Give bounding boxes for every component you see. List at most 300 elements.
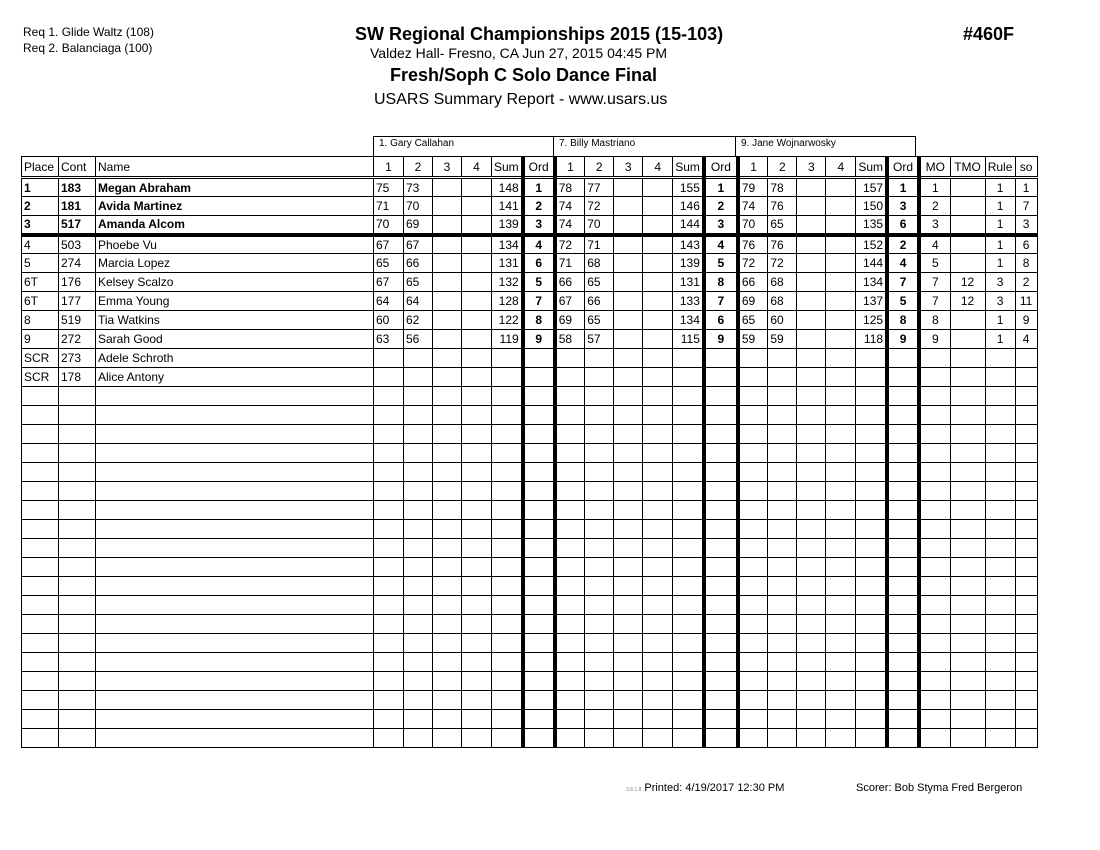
empty-cell (374, 615, 404, 634)
empty-cell (374, 501, 404, 520)
score-4-cell (826, 311, 856, 330)
ordinal-cell (887, 368, 919, 387)
ordinal-cell: 9 (887, 330, 919, 349)
empty-cell (738, 577, 768, 596)
empty-cell (887, 729, 919, 748)
mo-cell: 7 (919, 273, 950, 292)
score-3-cell (797, 368, 826, 387)
empty-cell (704, 406, 738, 425)
empty-cell (887, 615, 919, 634)
empty-cell (96, 406, 374, 425)
empty-cell (59, 729, 96, 748)
empty-cell (523, 729, 555, 748)
empty-cell (555, 729, 585, 748)
score-4-cell (462, 311, 492, 330)
sum-cell: 118 (856, 330, 887, 349)
score-4-cell (643, 349, 673, 368)
tmo-cell (950, 349, 985, 368)
score-3-cell (614, 273, 643, 292)
empty-cell (374, 710, 404, 729)
empty-cell (797, 520, 826, 539)
score-4-cell (462, 254, 492, 273)
score-4-cell (462, 330, 492, 349)
empty-cell (96, 463, 374, 482)
empty-cell (555, 577, 585, 596)
empty-cell (614, 520, 643, 539)
so-cell: 3 (1015, 216, 1037, 235)
empty-cell (1015, 634, 1037, 653)
empty-cell (59, 444, 96, 463)
empty-cell (919, 596, 950, 615)
empty-cell (614, 691, 643, 710)
empty-row (22, 634, 1038, 653)
empty-cell (404, 729, 433, 748)
empty-cell (826, 463, 856, 482)
empty-cell (22, 577, 59, 596)
empty-cell (738, 634, 768, 653)
score-1-cell: 66 (555, 273, 585, 292)
empty-cell (985, 672, 1015, 691)
cont-cell: 176 (59, 273, 96, 292)
rule-cell: 1 (985, 311, 1015, 330)
so-cell (1015, 368, 1037, 387)
rule-cell: 1 (985, 330, 1015, 349)
empty-cell (433, 539, 462, 558)
empty-cell (96, 558, 374, 577)
empty-cell (585, 615, 614, 634)
name-cell: Alice Antony (96, 368, 374, 387)
empty-cell (826, 425, 856, 444)
empty-cell (555, 710, 585, 729)
empty-cell (433, 710, 462, 729)
score-4-cell (643, 216, 673, 235)
empty-cell (22, 558, 59, 577)
empty-cell (1015, 539, 1037, 558)
empty-cell (523, 615, 555, 634)
score-1-cell: 71 (555, 254, 585, 273)
sum-cell: 148 (492, 178, 523, 197)
empty-cell (985, 444, 1015, 463)
sum-cell: 115 (673, 330, 704, 349)
empty-cell (950, 691, 985, 710)
cont-cell: 181 (59, 197, 96, 216)
empty-cell (950, 729, 985, 748)
name-cell: Megan Abraham (96, 178, 374, 197)
col-j1-s1: 1 (374, 157, 404, 178)
ordinal-cell: 7 (704, 292, 738, 311)
empty-cell (826, 615, 856, 634)
empty-cell (404, 672, 433, 691)
empty-cell (950, 615, 985, 634)
score-2-cell: 59 (768, 330, 797, 349)
empty-cell (433, 444, 462, 463)
empty-cell (704, 444, 738, 463)
empty-cell (673, 615, 704, 634)
empty-cell (374, 653, 404, 672)
score-1-cell: 70 (374, 216, 404, 235)
empty-cell (826, 520, 856, 539)
empty-cell (673, 729, 704, 748)
empty-cell (887, 596, 919, 615)
empty-cell (856, 406, 887, 425)
empty-cell (523, 520, 555, 539)
empty-cell (585, 729, 614, 748)
score-2-cell: 62 (404, 311, 433, 330)
table-row (22, 235, 1038, 254)
ordinal-cell: 7 (523, 292, 555, 311)
empty-cell (59, 387, 96, 406)
empty-cell (1015, 444, 1037, 463)
ordinal-cell: 6 (523, 254, 555, 273)
empty-cell (374, 691, 404, 710)
empty-cell (404, 501, 433, 520)
empty-cell (22, 691, 59, 710)
empty-cell (492, 539, 523, 558)
empty-cell (887, 463, 919, 482)
empty-cell (704, 710, 738, 729)
score-3-cell (614, 311, 643, 330)
competition-title: SW Regional Championships 2015 (15-103) (355, 24, 724, 44)
empty-cell (797, 710, 826, 729)
cont-cell: 272 (59, 330, 96, 349)
empty-cell (404, 691, 433, 710)
rule-cell: 3 (985, 273, 1015, 292)
empty-cell (919, 482, 950, 501)
score-4-cell (826, 349, 856, 368)
empty-cell (643, 691, 673, 710)
ordinal-cell: 4 (704, 235, 738, 254)
empty-cell (919, 558, 950, 577)
empty-cell (614, 577, 643, 596)
mo-cell: 9 (919, 330, 950, 349)
empty-cell (643, 406, 673, 425)
col-j9-s4: 4 (826, 157, 856, 178)
empty-cell (555, 596, 585, 615)
empty-row (22, 729, 1038, 748)
empty-cell (643, 501, 673, 520)
empty-cell (673, 653, 704, 672)
empty-cell (768, 444, 797, 463)
so-cell: 7 (1015, 197, 1037, 216)
ordinal-cell: 5 (704, 254, 738, 273)
empty-cell (919, 691, 950, 710)
score-1-cell: 67 (374, 273, 404, 292)
empty-cell (1015, 729, 1037, 748)
empty-cell (704, 729, 738, 748)
empty-cell (96, 710, 374, 729)
empty-cell (374, 672, 404, 691)
empty-cell (1015, 387, 1037, 406)
table-row (22, 216, 1038, 235)
empty-cell (704, 463, 738, 482)
col-cont: Cont (59, 157, 96, 178)
empty-cell (462, 653, 492, 672)
place-cell: 1 (22, 178, 59, 197)
empty-cell (768, 615, 797, 634)
place-cell: 3 (22, 216, 59, 235)
score-1-cell (374, 368, 404, 387)
empty-cell (704, 482, 738, 501)
empty-cell (738, 425, 768, 444)
score-3-cell (614, 368, 643, 387)
empty-cell (797, 653, 826, 672)
empty-cell (492, 710, 523, 729)
name-cell: Sarah Good (96, 330, 374, 349)
empty-cell (462, 387, 492, 406)
empty-cell (614, 596, 643, 615)
empty-cell (985, 463, 1015, 482)
score-2-cell: 68 (768, 292, 797, 311)
report-title: USARS Summary Report - www.usars.us (374, 91, 668, 108)
tmo-cell (950, 330, 985, 349)
empty-cell (950, 596, 985, 615)
empty-cell (985, 520, 1015, 539)
empty-cell (492, 520, 523, 539)
empty-cell (768, 577, 797, 596)
empty-cell (462, 463, 492, 482)
score-3-cell (614, 330, 643, 349)
table-row (22, 349, 1038, 368)
empty-cell (523, 463, 555, 482)
empty-cell (96, 653, 374, 672)
empty-cell (985, 425, 1015, 444)
empty-cell (404, 577, 433, 596)
empty-cell (374, 425, 404, 444)
score-4-cell (826, 368, 856, 387)
empty-cell (433, 482, 462, 501)
cont-cell: 519 (59, 311, 96, 330)
empty-cell (768, 387, 797, 406)
score-1-cell: 78 (555, 178, 585, 197)
empty-cell (985, 406, 1015, 425)
empty-cell (555, 691, 585, 710)
empty-cell (614, 729, 643, 748)
empty-cell (492, 444, 523, 463)
name-cell: Emma Young (96, 292, 374, 311)
score-3-cell (433, 273, 462, 292)
empty-cell (985, 558, 1015, 577)
empty-cell (985, 482, 1015, 501)
score-3-cell (433, 254, 462, 273)
empty-cell (96, 596, 374, 615)
score-1-cell: 79 (738, 178, 768, 197)
score-4-cell (826, 330, 856, 349)
sum-cell: 135 (856, 216, 887, 235)
ordinal-cell: 3 (523, 216, 555, 235)
score-1-cell: 64 (374, 292, 404, 311)
empty-cell (643, 425, 673, 444)
empty-cell (1015, 482, 1037, 501)
empty-cell (919, 577, 950, 596)
empty-cell (555, 482, 585, 501)
empty-cell (614, 425, 643, 444)
score-2-cell: 76 (768, 235, 797, 254)
empty-cell (643, 596, 673, 615)
empty-cell (768, 729, 797, 748)
empty-cell (738, 539, 768, 558)
empty-cell (374, 729, 404, 748)
empty-cell (950, 634, 985, 653)
empty-cell (96, 729, 374, 748)
empty-cell (704, 387, 738, 406)
empty-cell (585, 444, 614, 463)
score-4-cell (462, 197, 492, 216)
empty-cell (404, 615, 433, 634)
empty-cell (585, 691, 614, 710)
empty-cell (826, 387, 856, 406)
empty-cell (673, 520, 704, 539)
col-j9-sum: Sum (856, 157, 887, 178)
empty-cell (768, 406, 797, 425)
score-3-cell (433, 216, 462, 235)
empty-cell (1015, 615, 1037, 634)
score-2-cell: 72 (585, 197, 614, 216)
empty-cell (643, 558, 673, 577)
judge-header-3 (735, 136, 916, 156)
score-3-cell (614, 235, 643, 254)
empty-cell (950, 539, 985, 558)
empty-cell (950, 710, 985, 729)
so-cell: 4 (1015, 330, 1037, 349)
name-cell: Adele Schroth (96, 349, 374, 368)
empty-cell (768, 482, 797, 501)
empty-cell (887, 672, 919, 691)
place-cell: SCR (22, 368, 59, 387)
empty-cell (614, 444, 643, 463)
score-3-cell (797, 330, 826, 349)
empty-cell (768, 691, 797, 710)
empty-cell (704, 558, 738, 577)
ordinal-cell (887, 349, 919, 368)
tmo-cell (950, 178, 985, 197)
empty-cell (614, 387, 643, 406)
score-3-cell (614, 216, 643, 235)
empty-cell (404, 463, 433, 482)
empty-cell (59, 463, 96, 482)
sum-cell: 155 (673, 178, 704, 197)
empty-cell (404, 634, 433, 653)
empty-cell (768, 501, 797, 520)
empty-cell (22, 729, 59, 748)
empty-cell (738, 672, 768, 691)
empty-cell (523, 406, 555, 425)
empty-cell (404, 539, 433, 558)
place-cell: 5 (22, 254, 59, 273)
col-j7-s4: 4 (643, 157, 673, 178)
score-1-cell: 70 (738, 216, 768, 235)
col-rule: Rule (985, 157, 1015, 178)
empty-cell (768, 539, 797, 558)
score-2-cell: 64 (404, 292, 433, 311)
empty-row (22, 672, 1038, 691)
table-row (22, 273, 1038, 292)
score-1-cell: 67 (374, 235, 404, 254)
empty-cell (643, 577, 673, 596)
empty-cell (585, 406, 614, 425)
empty-row (22, 520, 1038, 539)
empty-cell (59, 710, 96, 729)
score-3-cell (797, 254, 826, 273)
score-4-cell (826, 197, 856, 216)
empty-cell (555, 444, 585, 463)
empty-cell (374, 463, 404, 482)
empty-cell (919, 520, 950, 539)
score-4-cell (643, 197, 673, 216)
empty-cell (614, 501, 643, 520)
ordinal-cell: 6 (887, 216, 919, 235)
empty-cell (555, 634, 585, 653)
empty-cell (59, 634, 96, 653)
score-1-cell (738, 368, 768, 387)
empty-cell (887, 482, 919, 501)
table-row (22, 368, 1038, 387)
empty-cell (985, 387, 1015, 406)
score-4-cell (462, 235, 492, 254)
rule-cell (985, 349, 1015, 368)
empty-cell (614, 653, 643, 672)
empty-cell (433, 520, 462, 539)
empty-cell (919, 539, 950, 558)
empty-cell (96, 577, 374, 596)
empty-cell (826, 653, 856, 672)
empty-cell (1015, 406, 1037, 425)
table-row (22, 292, 1038, 311)
empty-cell (1015, 577, 1037, 596)
sum-cell: 122 (492, 311, 523, 330)
score-3-cell (614, 349, 643, 368)
empty-cell (643, 710, 673, 729)
empty-cell (462, 444, 492, 463)
score-3-cell (433, 330, 462, 349)
table-row (22, 311, 1038, 330)
empty-cell (404, 444, 433, 463)
col-j7-sum: Sum (673, 157, 704, 178)
sum-cell: 134 (492, 235, 523, 254)
empty-cell (704, 520, 738, 539)
empty-cell (492, 634, 523, 653)
empty-cell (919, 463, 950, 482)
empty-cell (523, 710, 555, 729)
empty-cell (856, 634, 887, 653)
judge-header-1 (373, 136, 554, 156)
empty-cell (585, 539, 614, 558)
score-1-cell: 71 (374, 197, 404, 216)
score-4-cell (643, 254, 673, 273)
empty-cell (797, 672, 826, 691)
tmo-cell: 12 (950, 273, 985, 292)
mo-cell: 1 (919, 178, 950, 197)
empty-cell (22, 539, 59, 558)
empty-cell (738, 615, 768, 634)
empty-cell (643, 482, 673, 501)
judge-name: 1. Gary Callahan (379, 138, 455, 149)
score-1-cell: 69 (738, 292, 768, 311)
empty-cell (856, 520, 887, 539)
empty-cell (555, 387, 585, 406)
mo-cell (919, 368, 950, 387)
empty-cell (22, 634, 59, 653)
empty-cell (797, 596, 826, 615)
event-title: Fresh/Soph C Solo Dance Final (390, 65, 658, 85)
sum-cell (856, 368, 887, 387)
sum-cell: 131 (492, 254, 523, 273)
rule-cell (985, 368, 1015, 387)
tmo-cell (950, 254, 985, 273)
cont-cell: 273 (59, 349, 96, 368)
so-cell: 1 (1015, 178, 1037, 197)
empty-cell (887, 387, 919, 406)
place-cell: 9 (22, 330, 59, 349)
